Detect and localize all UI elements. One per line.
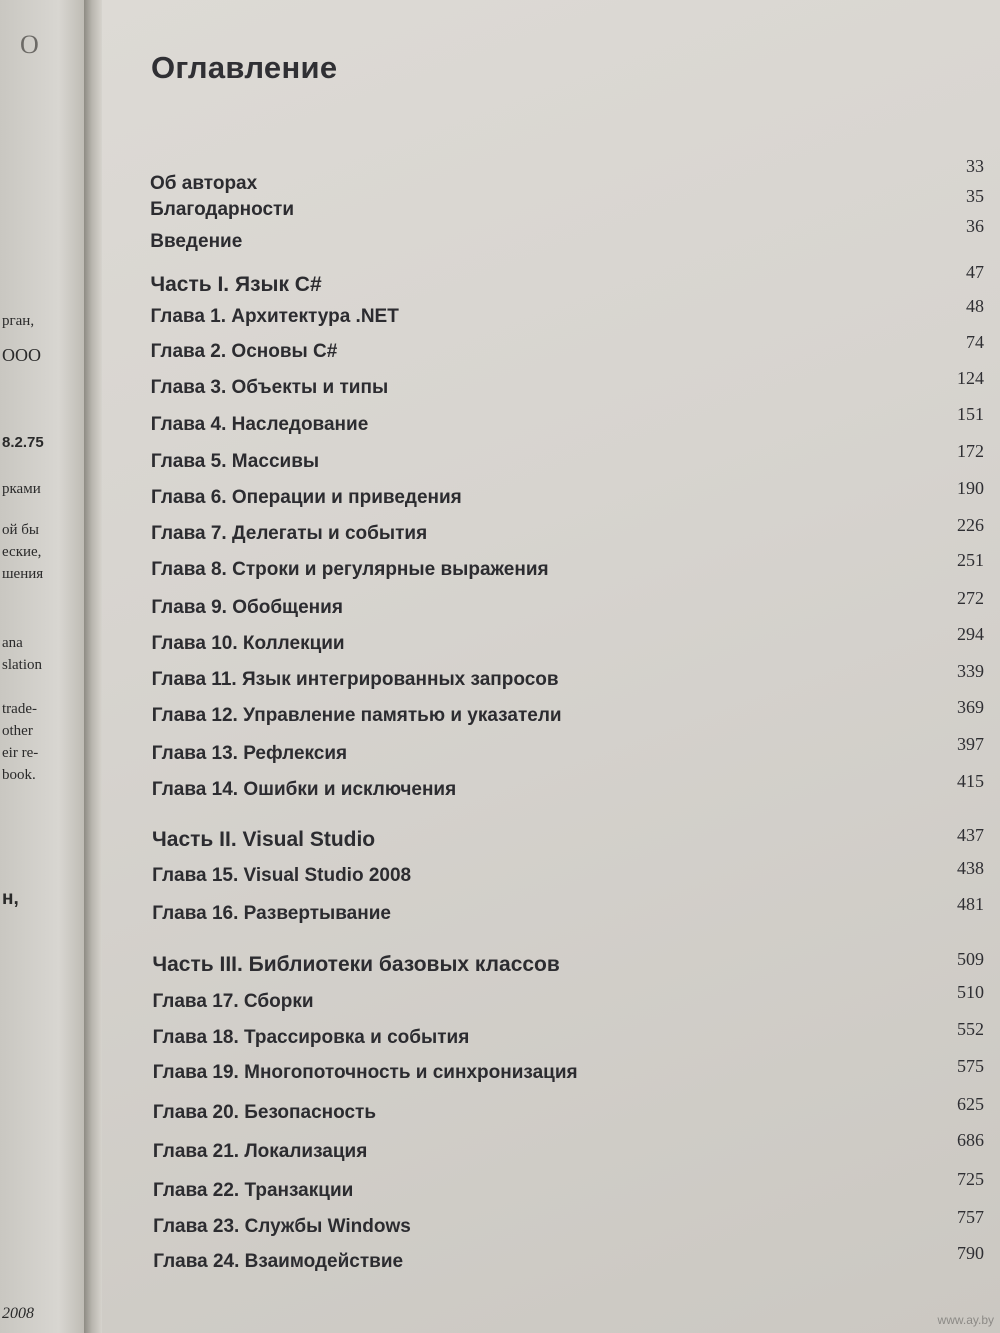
left-page-fragment: OOO bbox=[2, 345, 41, 365]
toc-entry-page-number: 339 bbox=[957, 661, 984, 681]
toc-entry-label: Глава 16. Развертывание bbox=[152, 903, 391, 924]
toc-entry-label: Введение bbox=[150, 231, 243, 252]
toc-entry-label: Глава 20. Безопасность bbox=[152, 1102, 377, 1123]
left-page-fragment: ana bbox=[2, 635, 23, 651]
toc-entry-label: Глава 9. Обобщения bbox=[151, 597, 343, 618]
toc-entry-label: Часть I. Язык C# bbox=[150, 273, 322, 296]
left-page-fragment: trade- bbox=[2, 701, 37, 717]
toc-entry-label: Глава 5. Массивы bbox=[150, 451, 320, 472]
left-page-fragment: рками bbox=[2, 481, 41, 497]
toc-entry-label: Глава 24. Взаимодействие bbox=[153, 1251, 404, 1272]
toc-entry-page-number: 172 bbox=[957, 441, 984, 461]
toc-entry-label: Глава 15. Visual Studio 2008 bbox=[152, 865, 412, 886]
watermark: www.ay.by bbox=[937, 1313, 994, 1327]
toc-entry-page-number: 36 bbox=[966, 216, 984, 236]
toc-entry-page-number: 251 bbox=[957, 550, 984, 570]
toc-entry-page-number: 124 bbox=[957, 368, 984, 388]
toc-entry-page-number: 509 bbox=[957, 949, 984, 969]
toc-entry-label: Об авторах bbox=[150, 173, 258, 194]
toc-entry-label: Часть III. Библиотеки базовых классов bbox=[152, 953, 560, 976]
toc-entry-page-number: 35 bbox=[966, 186, 984, 206]
toc-entry-page-number: 397 bbox=[957, 734, 984, 754]
toc-entry-page-number: 151 bbox=[957, 404, 984, 424]
left-page-fragment: eir re- bbox=[2, 745, 39, 761]
toc-entry-label: Глава 1. Архитектура .NET bbox=[150, 306, 399, 327]
left-page-fragment: slation bbox=[2, 657, 42, 673]
left-page-fragment: шения bbox=[2, 566, 44, 582]
toc-entry-label: Глава 17. Сборки bbox=[152, 991, 314, 1012]
toc-entry-page-number: 625 bbox=[957, 1094, 984, 1114]
toc-entry-label: Часть II. Visual Studio bbox=[152, 828, 376, 851]
toc-entry-label: Благодарности bbox=[150, 199, 295, 220]
toc-entry-label: Глава 4. Наследование bbox=[150, 414, 369, 435]
toc-entry-page-number: 438 bbox=[957, 858, 984, 878]
toc-entry-label: Глава 2. Основы C# bbox=[150, 341, 338, 362]
toc-entry-page-number: 415 bbox=[957, 771, 984, 791]
toc-entry-label: Глава 12. Управление памятью и указатели bbox=[151, 705, 562, 726]
previous-page-edge bbox=[0, 0, 84, 1333]
left-page-fragment: еские, bbox=[2, 544, 42, 560]
toc-entry-label: Глава 8. Строки и регулярные выражения bbox=[151, 559, 549, 580]
toc-entry-label: Глава 10. Коллекции bbox=[151, 633, 345, 654]
toc-entry-page-number: 757 bbox=[957, 1207, 984, 1227]
toc-entry-page-number: 369 bbox=[957, 697, 984, 717]
left-page-fragment: other bbox=[2, 723, 33, 739]
toc-entry-label: Глава 7. Делегаты и события bbox=[151, 523, 428, 544]
toc-entry-label: Глава 23. Службы Windows bbox=[153, 1216, 411, 1237]
toc-entry-page-number: 74 bbox=[966, 332, 984, 352]
left-page-fragment: ой бы bbox=[2, 522, 39, 538]
toc-entry-page-number: 33 bbox=[966, 156, 984, 176]
left-page-fragment: рган, bbox=[2, 313, 35, 329]
toc-entry-page-number: 481 bbox=[957, 894, 984, 914]
left-page-fragment: н, bbox=[2, 888, 19, 909]
toc-page bbox=[102, 0, 1000, 1333]
toc-entry-page-number: 575 bbox=[957, 1056, 984, 1076]
toc-entry-label: Глава 22. Транзакции bbox=[153, 1180, 354, 1201]
toc-entry-page-number: 48 bbox=[966, 296, 984, 316]
book-gutter bbox=[84, 0, 102, 1333]
left-page-fragment: 2008 bbox=[2, 1305, 34, 1322]
toc-entry-page-number: 47 bbox=[966, 262, 984, 282]
toc-entry-page-number: 790 bbox=[957, 1243, 984, 1263]
toc-entry-page-number: 686 bbox=[957, 1130, 984, 1150]
toc-entry-page-number: 510 bbox=[957, 982, 984, 1002]
left-page-fragment: 8.2.75 bbox=[2, 434, 44, 451]
toc-entry-label: Глава 11. Язык интегрированных запросов bbox=[151, 669, 559, 690]
toc-entry-label: Глава 19. Многопоточность и синхронизация bbox=[152, 1062, 578, 1083]
left-page-fragment: O bbox=[20, 30, 39, 59]
toc-entry-page-number: 190 bbox=[957, 478, 984, 498]
toc-entry-page-number: 552 bbox=[957, 1019, 984, 1039]
toc-entry-page-number: 437 bbox=[957, 825, 984, 845]
toc-entry-page-number: 272 bbox=[957, 588, 984, 608]
left-page-fragment: book. bbox=[2, 767, 36, 783]
toc-entry-label: Глава 3. Объекты и типы bbox=[150, 377, 389, 398]
toc-entry-page-number: 294 bbox=[957, 624, 984, 644]
toc-entry-page-number: 725 bbox=[957, 1169, 984, 1189]
page-title: Оглавление bbox=[151, 50, 338, 85]
toc-entry-label: Глава 21. Локализация bbox=[152, 1141, 368, 1162]
toc-entry-label: Глава 18. Трассировка и события bbox=[152, 1027, 470, 1048]
toc-entry-label: Глава 14. Ошибки и исключения bbox=[151, 779, 457, 800]
toc-entry-page-number: 226 bbox=[957, 515, 984, 535]
toc-entry-label: Глава 13. Рефлексия bbox=[151, 743, 348, 764]
toc-entry-label: Глава 6. Операции и приведения bbox=[151, 487, 462, 508]
